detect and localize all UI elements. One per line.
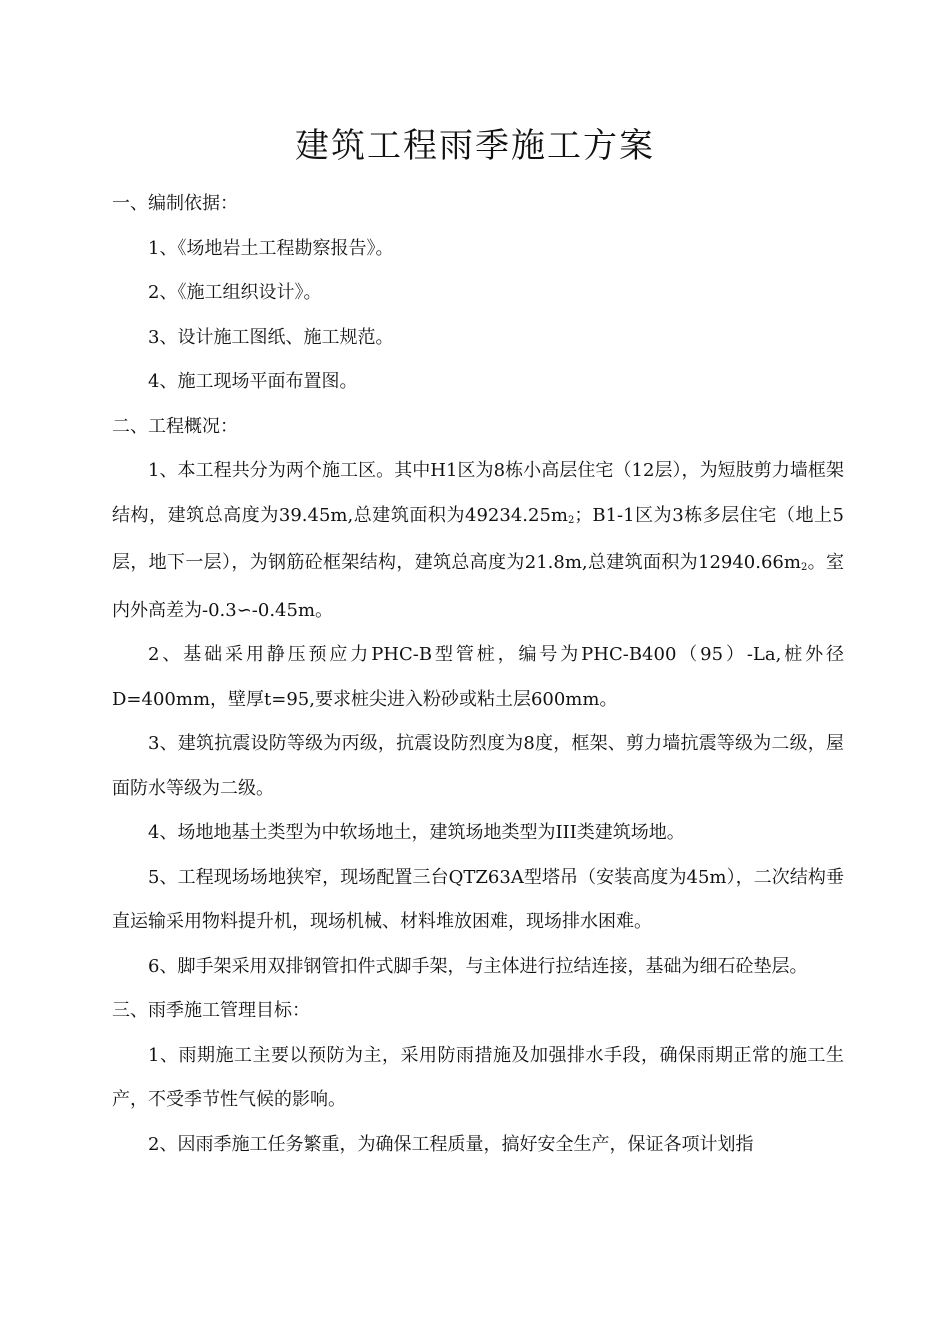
overview-p1-part-a: 1、本工程共分为两个施工区。其中H1区为8栋小高层住宅（12层），为短肢剪力墙框架结构，建筑总高度为39.45m,总建筑面积为49234.25m <box>112 460 844 526</box>
section-heading-basis: 一、编制依据： <box>112 193 238 214</box>
overview-paragraph-1 <box>112 449 844 633</box>
basis-item-4: 4、施工现场平面布置图。 <box>148 371 358 392</box>
overview-paragraph-2: 2、基础采用静压预应力PHC-B型管桩，编号为PHC-B400（95）-La,桩外径D=400mm，壁厚t=95,要求桩尖进入粉砂或粘土层600mm。 <box>112 644 844 710</box>
section-heading-overview: 二、工程概况： <box>112 415 238 437</box>
goals-paragraph-2: 2、因雨季施工任务繁重，为确保工程质量，搞好安全生产，保证各项计划指 <box>148 1133 754 1155</box>
area-unit-superscript: 2 <box>567 514 575 526</box>
basis-item-1: 1、《场地岩土工程勘察报告》。 <box>148 237 394 259</box>
basis-item-3: 3、设计施工图纸、施工规范。 <box>148 326 394 348</box>
overview-paragraph-4: 4、场地地基土类型为中软场地土，建筑场地类型为III类建筑场地。 <box>148 822 685 843</box>
overview-paragraph-6: 6、脚手架采用双排钢管扣件式脚手架，与主体进行拉结连接，基础为细石砼垫层。 <box>148 955 808 977</box>
section-heading-goals: 三、雨季施工管理目标： <box>112 1000 310 1021</box>
overview-paragraph-5: 5、工程现场场地狭窄，现场配置三台QTZ63A型塔吊（安装高度为45m），二次结构垂直运输采用物料提升机，现场机械、材料堆放困难，现场排水困难。 <box>112 866 844 932</box>
overview-p1-part-b: ；B1-1区为3栋多层住宅（地上5层，地下一层），为钢筋砼框架结构，建筑总高度为21.8m,总建筑面积为12940.66m <box>112 504 844 573</box>
overview-paragraph-3: 3、建筑抗震设防等级为丙级，抗震设防烈度为8度，框架、剪力墙抗震等级为二级，屋面防水等级为二级。 <box>112 733 844 799</box>
basis-item-2: 2、《施工组织设计》。 <box>148 282 322 303</box>
area-unit-superscript: 2 <box>800 562 808 573</box>
overview-p1-part-c: 。室内外高差为-0.3∽-0.45m。 <box>112 552 845 621</box>
document-title: 建筑工程雨季施工方案 <box>295 126 655 166</box>
document-body <box>112 182 844 1167</box>
goals-paragraph-1: 1、雨期施工主要以预防为主，采用防雨措施及加强排水手段，确保雨期正常的施工生产，不受季节性气候的影响。 <box>112 1044 844 1110</box>
